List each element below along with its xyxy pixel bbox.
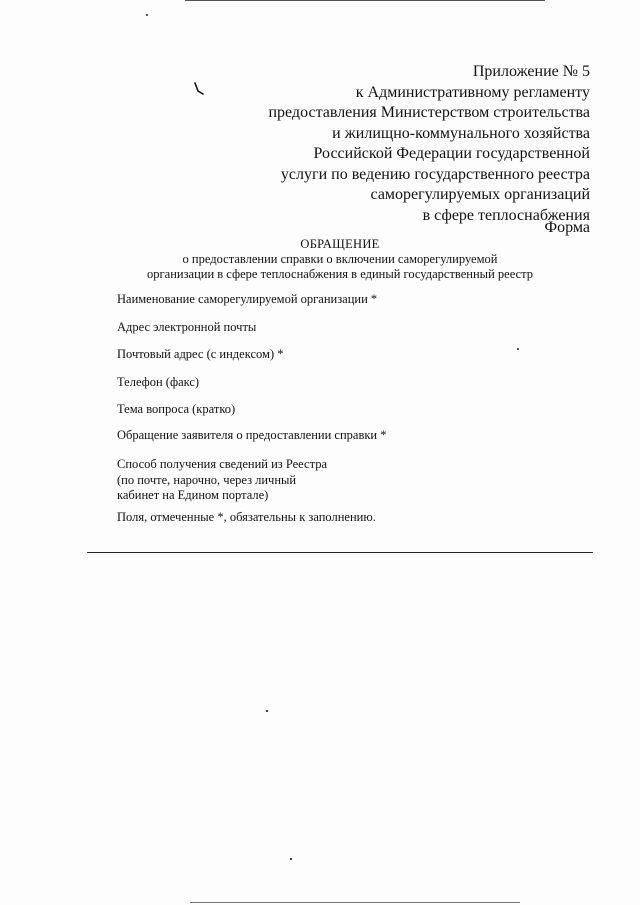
- form-end-divider: [87, 552, 593, 553]
- scan-speck: [290, 858, 292, 860]
- scan-speck: [266, 710, 268, 712]
- appendix-line: Российской Федерации государственной: [313, 145, 590, 162]
- pen-mark-icon: [193, 82, 205, 96]
- phone-field: Телефон (факс): [117, 375, 200, 389]
- scan-edge-bottom: [190, 902, 520, 903]
- org-name-field: Наименование саморегулируемой организации *: [117, 292, 378, 306]
- document-subtitle-line: организации в сфере теплоснабжения в единый государственный реестр: [147, 267, 533, 281]
- appendix-header: [210, 62, 590, 226]
- postal-address-field: Почтовый адрес (с индексом) *: [117, 347, 284, 361]
- scan-speck: [146, 14, 148, 16]
- appendix-line: саморегулируемых организаций: [370, 186, 590, 203]
- required-fields-note: Поля, отмеченные *, обязательны к заполнению.: [117, 510, 376, 524]
- scan-edge-top: [185, 0, 545, 1]
- topic-field: Тема вопроса (кратко): [117, 402, 236, 416]
- scan-speck: [517, 348, 519, 350]
- delivery-method-line: (по почте, нарочно, через личный: [117, 472, 297, 487]
- request-field: Обращение заявителя о предоставлении справки *: [117, 428, 387, 442]
- delivery-method-field: [117, 457, 327, 504]
- delivery-method-line: кабинет на Едином портале): [117, 488, 269, 502]
- document-heading: ОБРАЩЕНИЕ: [300, 237, 380, 251]
- appendix-line: в сфере теплоснабжения: [422, 206, 590, 224]
- appendix-line: к Административному регламенту: [355, 83, 590, 101]
- email-field: Адрес электронной почты: [117, 320, 257, 334]
- appendix-line: Приложение № 5: [472, 63, 590, 80]
- appendix-line: предоставления Министерством строительства: [268, 104, 590, 121]
- appendix-line: и жилищно-коммунального хозяйства: [332, 124, 590, 142]
- document-title-block: [100, 237, 580, 282]
- form-label: Форма: [544, 219, 590, 236]
- document-subtitle-line: о предоставлении справки о включении саморегулируемой: [182, 252, 498, 266]
- delivery-method-line: Способ получения сведений из Реестра: [117, 457, 327, 471]
- appendix-line: услуги по ведению государственного реестра: [280, 165, 590, 183]
